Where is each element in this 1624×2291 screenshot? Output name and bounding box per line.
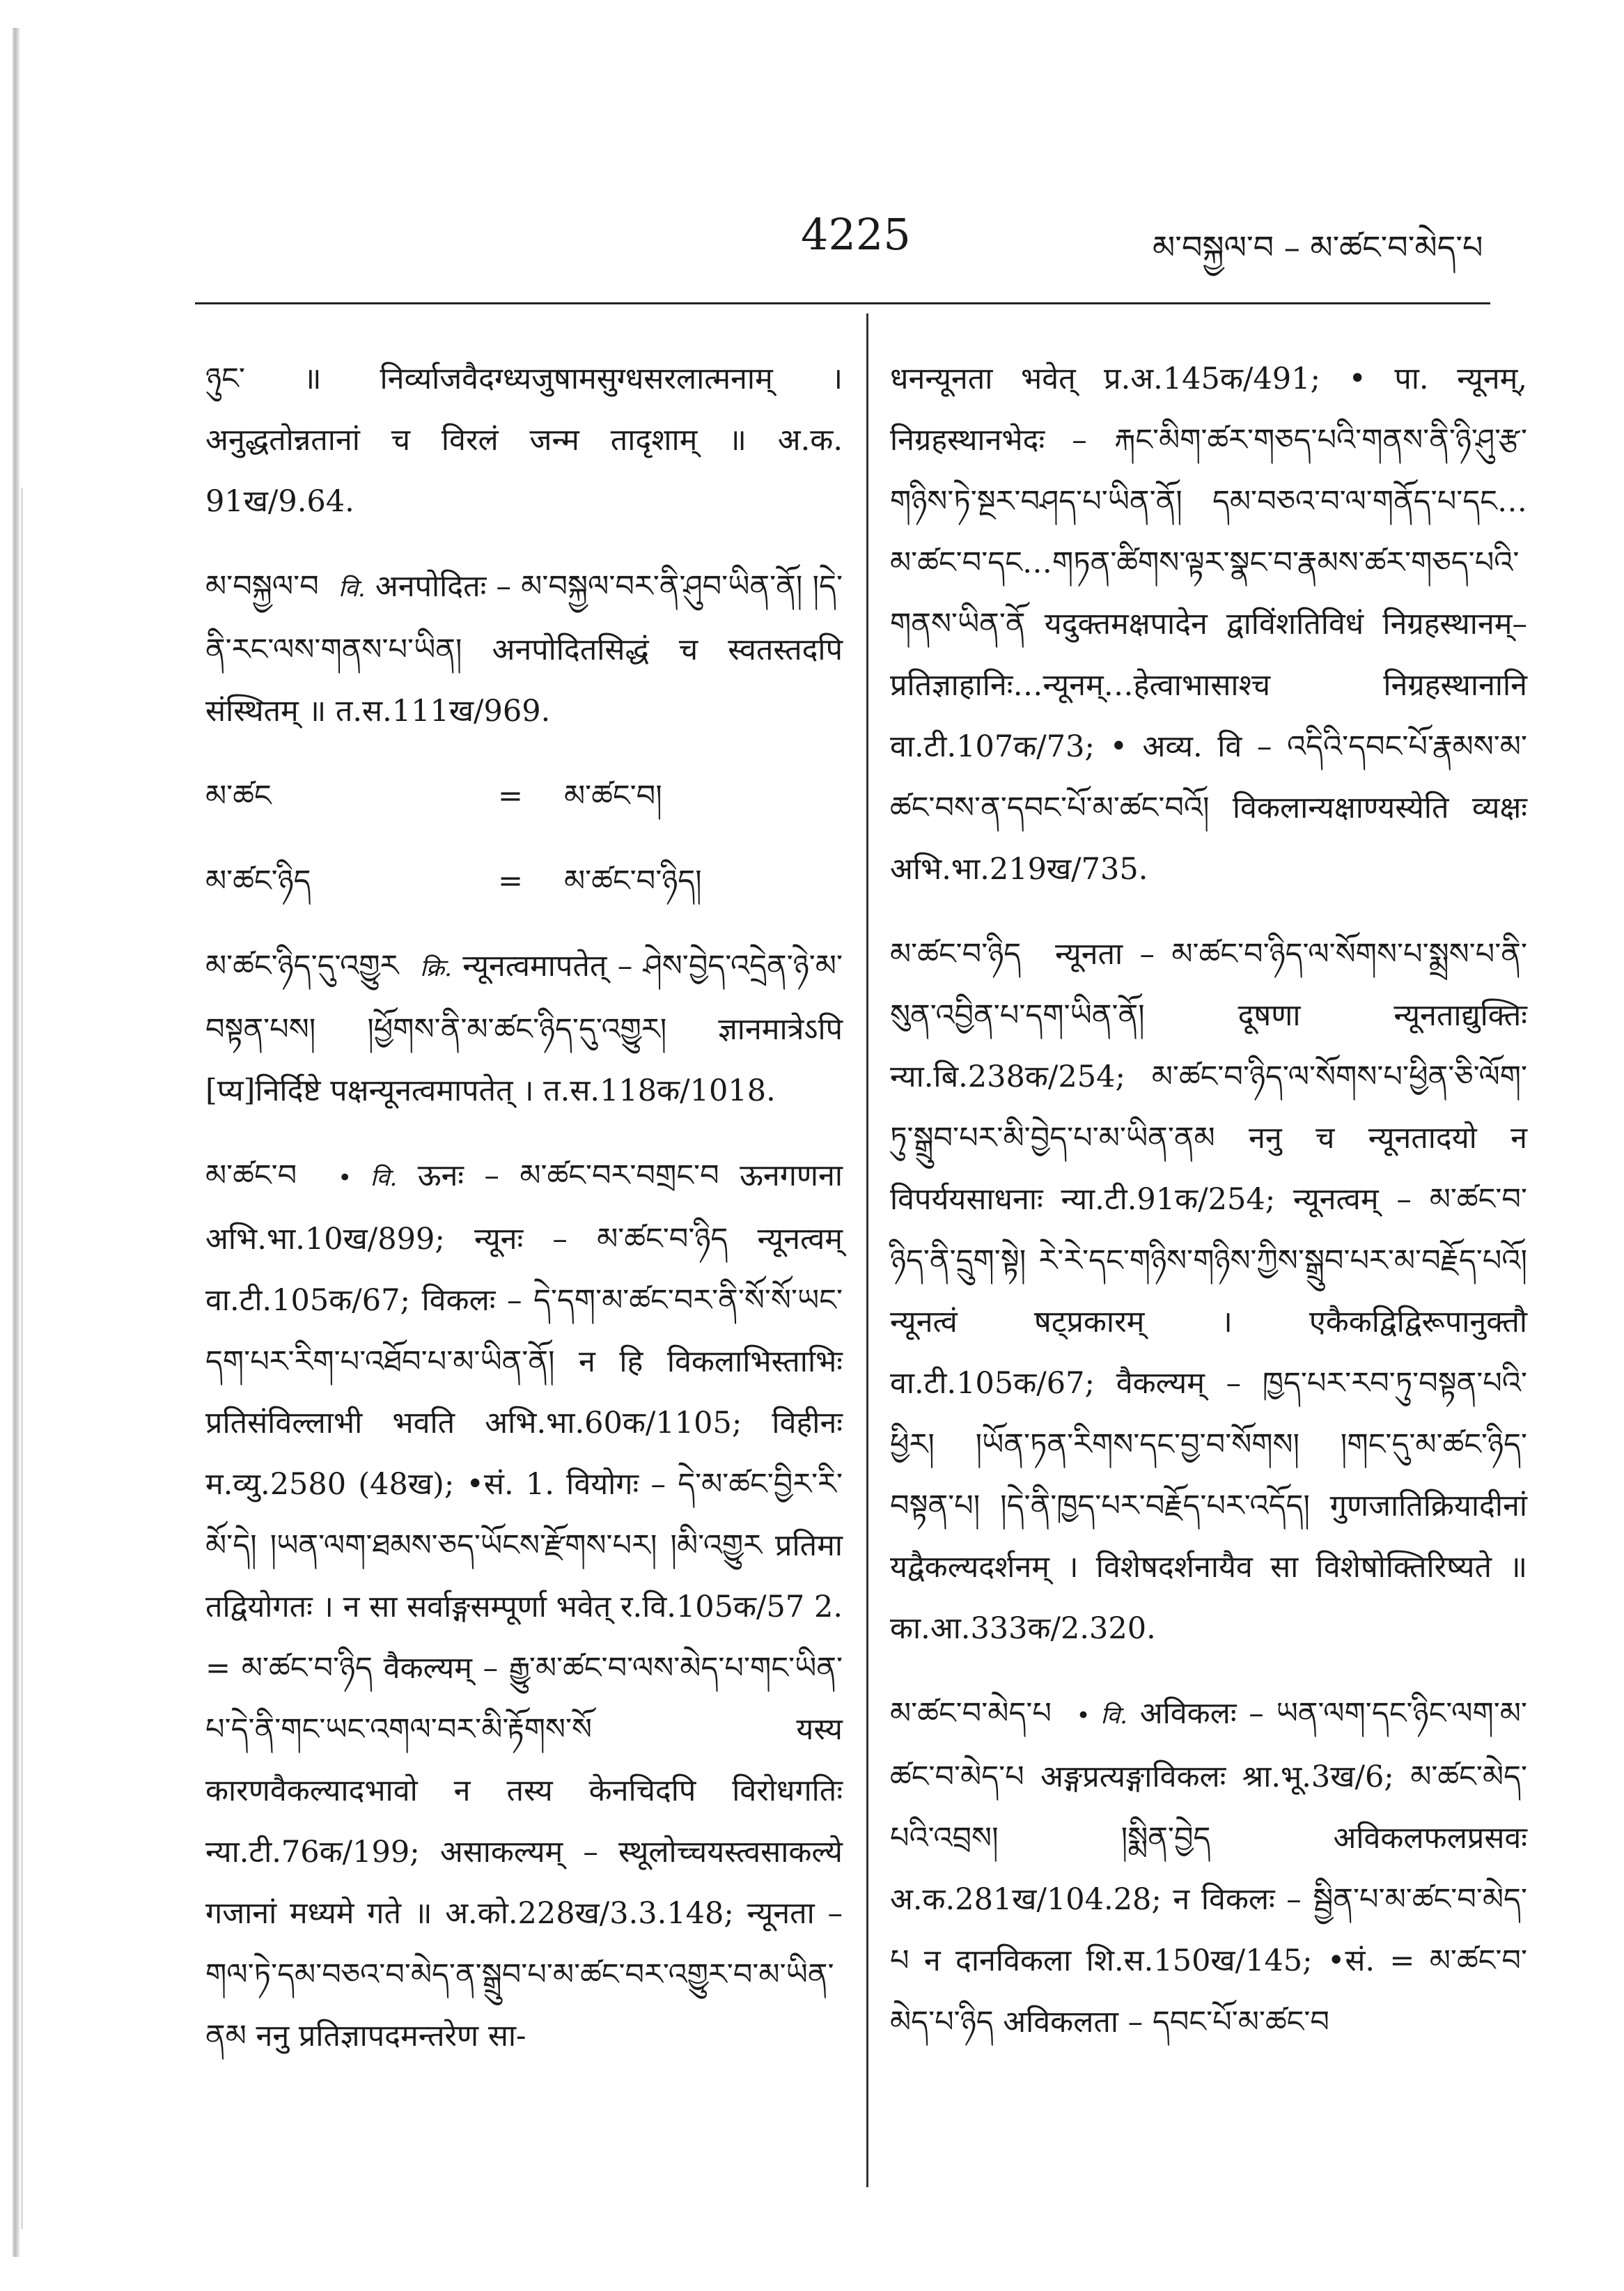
entry-text: धनन्यूनता भवेत् प्र.अ.145क/491; • पा. न्यूनम्, निग्रहस्थानभेदः – རྐང་མིག་ཚར་གཅད་པའི་གནས་ནི་ཉི་ཤུ་རྩ་གཉིས་ཏེ་སྔར་བཤད་པ་ཡིན་ནོ། དམ་བཅའ་བ་ལ་གནོད་པ་དང…མ་ཚང་བ་དང…གཏན་ཚིགས་ལྟར་སྣང་བ་རྣམས་ཚར་གཅད་པའི་གནས་ཡིན་ནོ यदुक्तमक्षपादेन द्वाविंशतिविधं निग्रहस्थानम्–प्रतिज्ञाहानिः…न्यूनम्…हेत्वाभासाश्च निग्रहस्थानानि वा.टी.107क/73; • अव्य. वि – འདིའི་དབང་པོ་རྣམས་མ་ཚང་བས་ན་དབང་པོ་མ་ཚང་བའོ། विकलान्यक्षाण्यस्येति व्यक्षः अभि.भा.219ख/735. (890, 362, 1527, 887)
equivalence-term: མ་ཚང་ཉིད (205, 864, 311, 899)
column-divider (866, 313, 868, 2187)
entry-text: ཉུང་ ॥ निर्व्याजवैदग्ध्यजुषामसुग्धसरलात्मनाम् । अनुद्धतोन्नतानां च विरलं जन्म तादृशाम् ॥ अ.क. 91ख/9.64. (205, 362, 843, 519)
entry-text: ऊनः – མ་ཚང་བར་བགྲང་བ ऊनगणना अभि.भा.10ख/899; न्यूनः – མ་ཚང་བ་ཉིད न्यूनत्वम् वा.टी.105क/67; विकलः – དེ་དག་མ་ཚང་བར་ནི་སོ་སོ་ཡང་དག་པར་རིག་པ་འཐོབ་པ་མ་ཡིན་ནོ། न हि विकलाभिस्ताभिः प्रतिसंविल्लाभी भवति अभि.भा.60क/1105; विहीनः म.व्यु.2580 (48ख); •सं. 1. वियोगः – དེ་མ་ཚང་བྱིར་རི་མོ་དེ། །ཡན་ལག་ཐམས་ཅད་ཡོངས་རྫོགས་པར། །མི་འགྱུར प्रतिमा तद्वियोगतः । न सा सर्वाङ्गसम्पूर्णा भवेत् र.वि.105क/57 2. = མ་ཚང་བ་ཉིད वैकल्यम् – རྒྱུ་མ་ཚང་བ་ལས་མེད་པ་གང་ཡིན་པ་དེ་ནི་གང་ཡང་འགལ་བར་མི་རྟོགས་སོ यस्य कारणवैकल्यादभावो न तस्य केनचिदपि विरोधगतिः न्या.टी.76क/199; असाकल्यम् – स्थूलोच्चयस्त्वसाकल्ये गजानां मध्यमे गते ॥ अ.को.228ख/3.3.148; न्यूनता – གལ་ཏེ་དམ་བཅའ་བ་མེད་ན་སྒྲུབ་པ་མ་ཚང་བར་འགྱུར་བ་མ་ཡིན་ནམ ननु प्रतिज्ञापदमन्तरेण सा- (205, 1158, 843, 2053)
entry-grammar-label: क्रि. (420, 954, 452, 982)
entry (205, 1145, 843, 2067)
entry-grammar-label: • वि. (338, 1164, 398, 1192)
entry-continuation (205, 348, 843, 532)
entry-continuation (890, 348, 1527, 900)
equivalence-target: མ་ཚང་བ་ཉིད། (564, 864, 702, 899)
entry-headword: མ་བསྐྱལ་བ (205, 569, 319, 604)
equivalence-term: མ་ཚང (205, 779, 272, 814)
page-number: 4225 (801, 209, 911, 260)
entry-text: न्यूनत्वमापतेत् – ཤེས་བྱེད་འདྲེན་ཉེ་མ་བསྟན་པས། །ཕྱོགས་ནི་མ་ཚང་ཉིད་དུ་འགྱུར། ज्ञानमात्रेऽपि [प्य]निर्दिष्टे पक्षन्यूनत्वमापतेत् । त.स.118क/1018. (205, 949, 843, 1108)
entry-headword: མ་ཚང་བ (205, 1158, 297, 1193)
entry-headword: མ་ཚང་ཉིད་དུ་འགྱུར (205, 949, 399, 984)
entry-text: अनपोदितः – མ་བསྐྱལ་བར་ནི་ཤུབ་ཡིན་ནོ། །དེ་ནི་རང་ལས་གནས་པ་ཡིན། अनपोदितसिद्धं च स्वतस्तदपि संस्थितम् ॥ त.स.111ख/969. (205, 569, 843, 729)
entry-grammar-label: वि. (338, 575, 366, 603)
entry (205, 935, 843, 1121)
entry-text: अविकलः – ཡན་ལག་དང་ཉིང་ལག་མ་ཚང་བ་མེད་པ अङ्गप्रत्यङ्गाविकलः श्रा.भू.3ख/6; མ་ཚང་མེད་པའི་འབྲས། །སྨིན་བྱེད अविकलफलप्रसवः अ.क.281ख/104.28; न विकलः – སྦྱིན་པ་མ་ཚང་བ་མེད་པ न दानविकला शि.स.150ख/145; •सं. = མ་ཚང་བ་མེད་པ་ཉིད अविकलता – དབང་པོ་མ་ཚང་བ (890, 1696, 1527, 2040)
entry (205, 556, 843, 742)
left-column (205, 348, 843, 2067)
binding-edge (13, 28, 19, 2257)
equivalence-row (205, 851, 843, 912)
binding-edge-line (21, 488, 23, 2229)
entry (890, 1683, 1527, 2053)
entry-grammar-label: • वि. (1076, 1702, 1127, 1730)
entry (890, 924, 1527, 1659)
equivalence-row (205, 766, 843, 827)
equivalence-sign: = (498, 779, 524, 814)
right-column (890, 348, 1527, 2053)
running-head: མ་བསྐྱལ་བ – མ་ཚང་བ་མེད་པ (1153, 228, 1483, 266)
entry-text: न्यूनता – མ་ཚང་བ་ཉིད་ལ་སོགས་པ་སྨྲས་པ་ནི་སུན་འབྱིན་པ་དག་ཡིན་ནོ། दूषणा न्यूनताद्युक्तिः न्या.बि.238क/254; མ་ཚང་བ་ཉིད་ལ་སོགས་པ་ཕྱིན་ཅི་ལོག་ཏུ་སྒྲུབ་པར་མི་བྱེད་པ་མ་ཡིན་ནམ ननु च न्यूनतादयो न विपर्ययसाधनाः न्या.टी.91क/254; न्यूनत्वम् – མ་ཚང་བ་ཉིད་ནི་དྲུག་སྟེ། རེ་རེ་དང་གཉིས་གཉིས་ཀྱིས་སྒྲུབ་པར་མ་བརྗོད་པའོ། न्यूनत्वं षट्प्रकारम् । एकैकद्विद्विरूपानुक्तौ वा.टी.105क/67; वैकल्यम् – ཁྱད་པར་རབ་ཏུ་བསྟན་པའི་ཕྱིར། །ཡོན་ཏན་རིགས་དང་བྱ་བ་སོགས། །གང་དུ་མ་ཚང་ཉིད་བསྟན་པ། །དེ་ནི་ཁྱད་པར་བརྗོད་པར་འདོད། गुणजातिक्रियादीनां यद्वैकल्यदर्शनम् । विशेषदर्शनायैव सा विशेषोक्तिरिष्यते ॥ का.आ.333क/2.320. (890, 937, 1527, 1646)
header-rule (195, 302, 1490, 304)
entry-headword: མ་ཚང་བ་མེད་པ (890, 1696, 1052, 1731)
entry-headword: མ་ཚང་བ་ཉིད (890, 937, 1022, 972)
equivalence-sign: = (498, 864, 524, 899)
equivalence-target: མ་ཚང་བ། (564, 779, 662, 814)
